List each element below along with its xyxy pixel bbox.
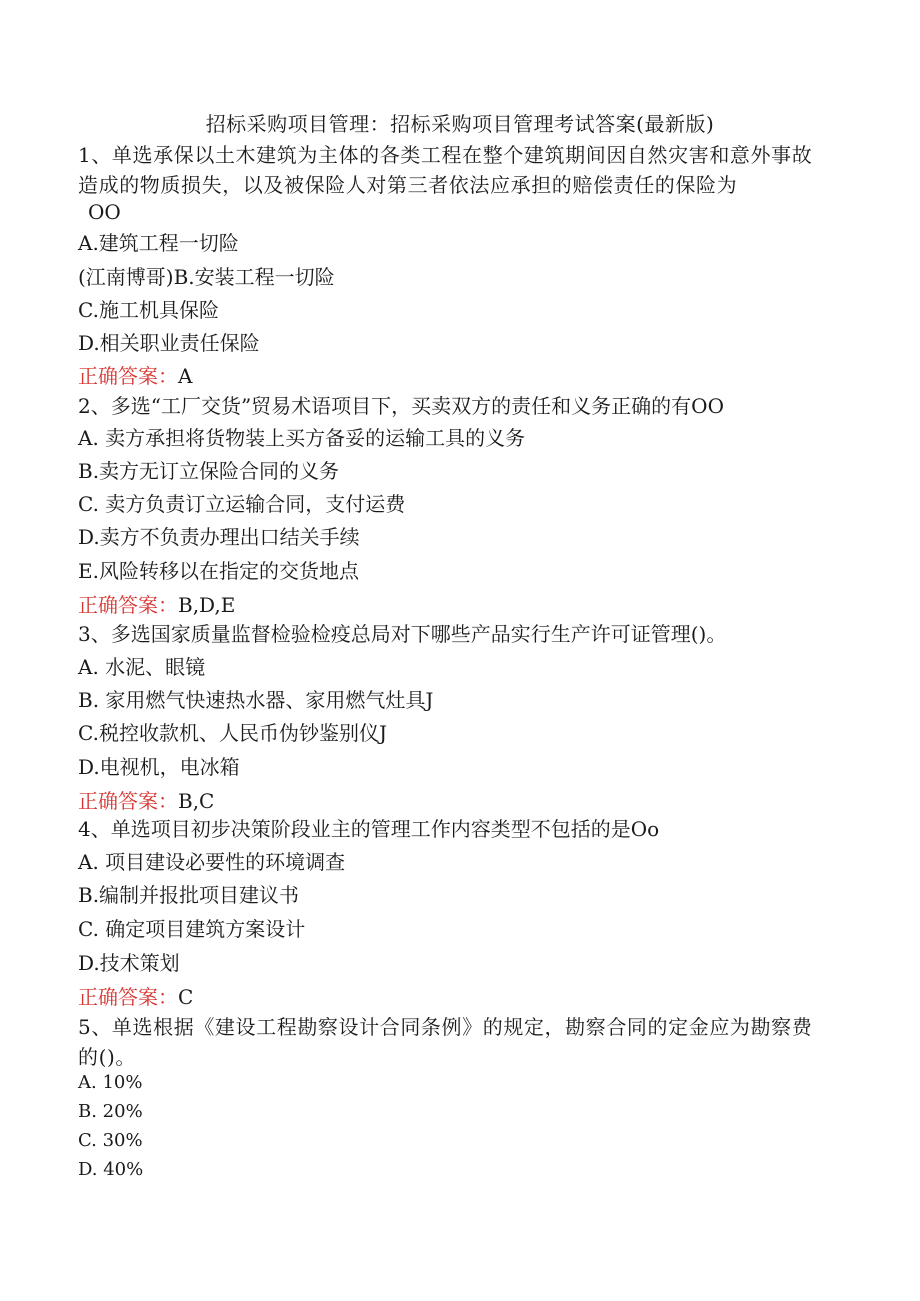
question-3-answer [78, 787, 214, 815]
question-5-stem: 5、单选根据《建设工程勘察设计合同条例》的规定，勘察合同的定金应为勘察费的()。 [78, 1015, 813, 1069]
question-3-option-a: A. 水泥、眼镜 [78, 655, 206, 679]
answer-label: 正确答案： [78, 985, 178, 1009]
question-2-answer [78, 591, 235, 619]
question-1-stem-end: OO [88, 200, 121, 224]
answer-label: 正确答案： [78, 364, 178, 388]
answer-value: C [178, 985, 194, 1009]
question-1-option-b: (江南博哥)B.安装工程一切险 [78, 265, 335, 289]
question-1-option-d: D.相关职业责任保险 [78, 331, 260, 355]
question-5-option-a: A. 10% [78, 1072, 143, 1093]
question-2-option-a: A. 卖方承担将货物装上买方备妥的运输工具的义务 [78, 426, 526, 450]
document-title: 招标采购项目管理：招标采购项目管理考试答案(最新版) [205, 112, 715, 136]
question-2-stem: 2、多选“工厂交货”贸易术语项目下，买卖双方的责任和义务正确的有OO [78, 394, 724, 418]
question-4-stem: 4、单选项目初步决策阶段业主的管理工作内容类型不包括的是Oo [78, 817, 660, 841]
question-1-option-a: A.建筑工程一切险 [78, 231, 239, 255]
question-4-option-a: A. 项目建设必要性的环境调查 [78, 850, 346, 874]
question-2-option-d: D.卖方不负责办理出口结关手续 [78, 525, 360, 549]
answer-value: A [178, 364, 193, 388]
question-3-option-d: D.电视机，电冰箱 [78, 755, 240, 779]
question-3-option-c: C.税控收款机、人民币伪钞鉴别仪J [78, 721, 387, 745]
answer-value: B,D,E [178, 593, 236, 617]
question-1-option-c: C.施工机具保险 [78, 298, 219, 322]
question-2-option-c: C. 卖方负责订立运输合同，支付运费 [78, 492, 406, 516]
answer-value: B,C [178, 789, 215, 813]
question-5-option-d: D. 40% [78, 1159, 144, 1180]
question-3-stem: 3、多选国家质量监督检验检疫总局对下哪些产品实行生产许可证管理()。 [78, 622, 727, 646]
answer-label: 正确答案： [78, 593, 178, 617]
question-2-option-e: E.风险转移以在指定的交货地点 [78, 559, 359, 583]
question-1-stem: 1、单选承保以土木建筑为主体的各类工程在整个建筑期间因自然灾害和意外事故造成的物质损失，以及被保险人对第三者依法应承担的赔偿责任的保险为 [78, 143, 813, 197]
question-4-answer [78, 983, 193, 1011]
answer-label: 正确答案： [78, 789, 178, 813]
question-1-answer [78, 362, 192, 390]
question-4-option-d: D.技术策划 [78, 951, 180, 975]
question-5-option-c: C. 30% [78, 1130, 143, 1151]
question-3-option-b: B. 家用燃气快速热水器、家用燃气灶具J [78, 688, 434, 712]
question-4-option-c: C. 确定项目建筑方案设计 [78, 917, 306, 941]
question-2-option-b: B.卖方无订立保险合同的义务 [78, 459, 340, 483]
question-5-option-b: B. 20% [78, 1101, 143, 1122]
question-4-option-b: B.编制并报批项目建议书 [78, 883, 300, 907]
